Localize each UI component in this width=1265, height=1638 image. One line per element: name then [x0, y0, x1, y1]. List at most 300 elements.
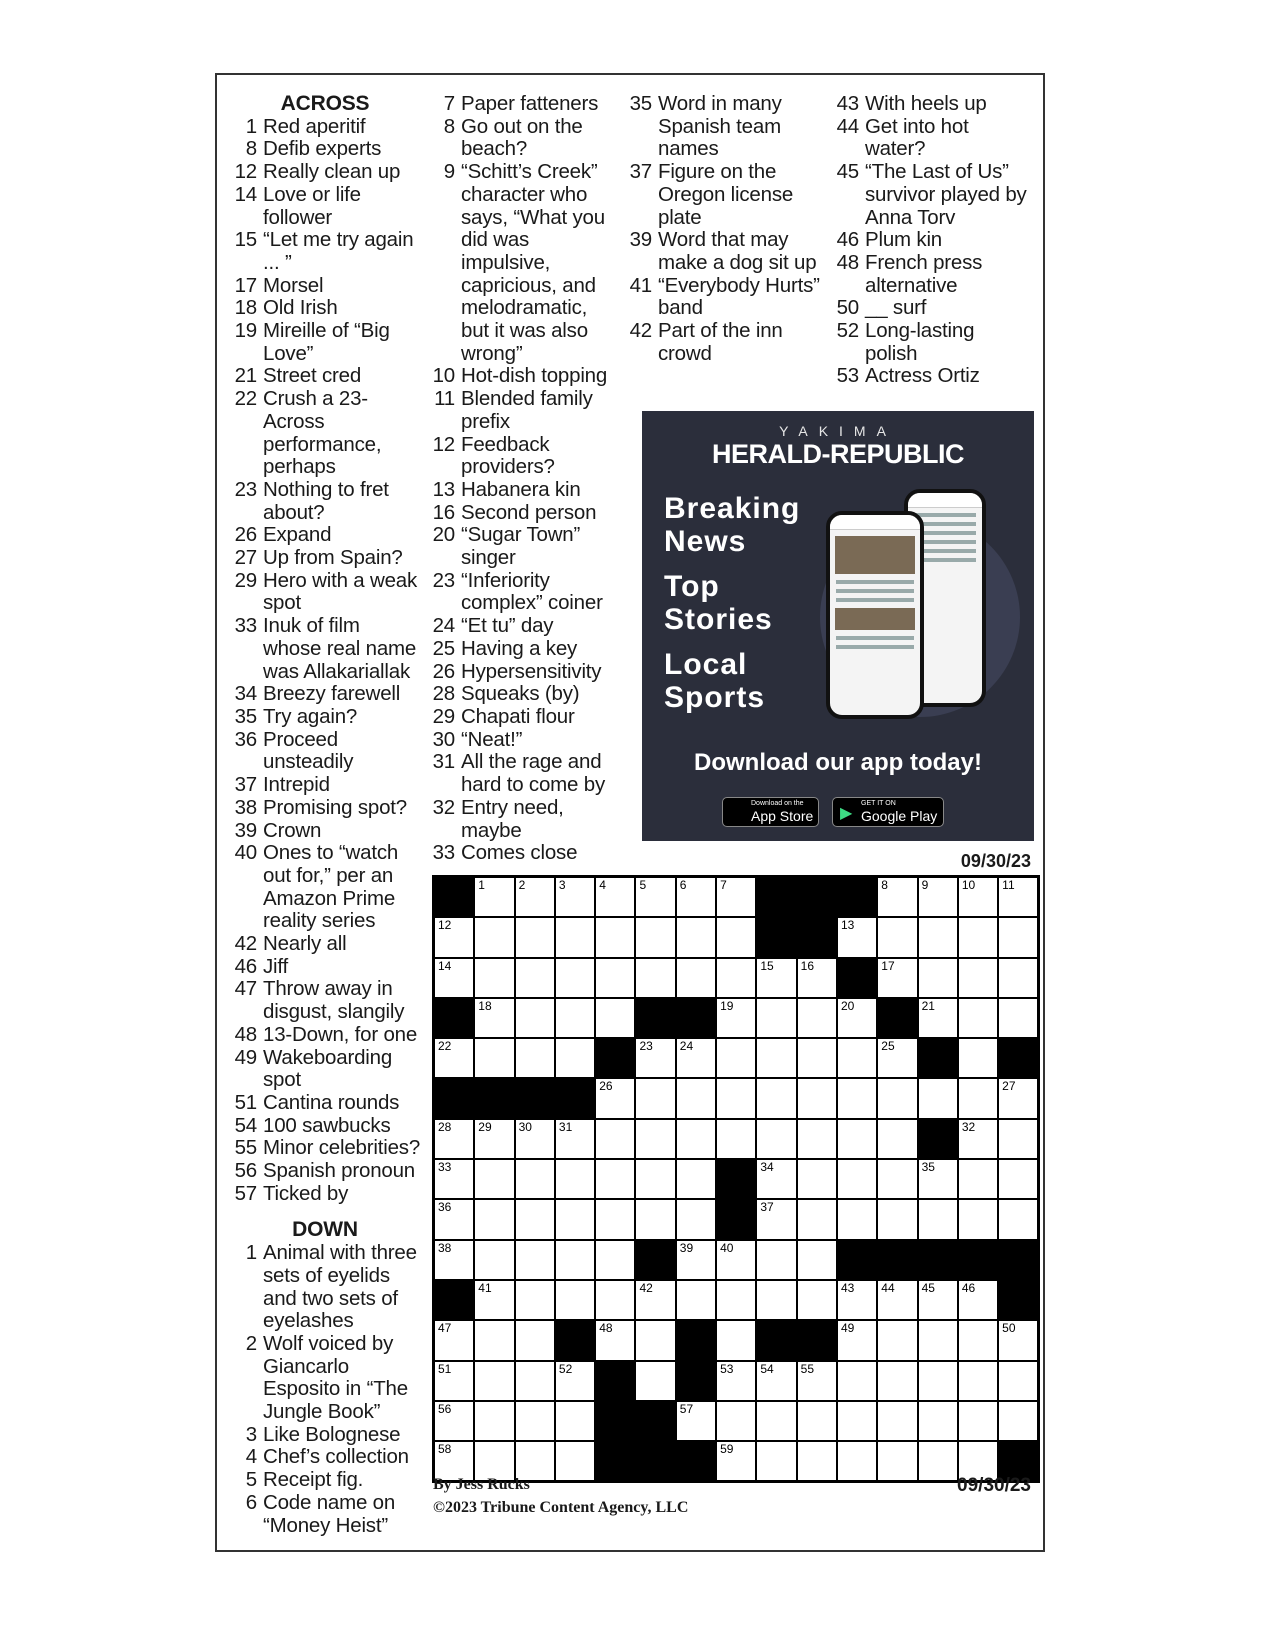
grid-cell[interactable] — [515, 1199, 555, 1239]
clue-number: 12 — [234, 160, 257, 184]
grid-cell[interactable] — [474, 1320, 514, 1360]
clue-text: 13-Down, for one — [263, 1022, 418, 1046]
grid-block — [837, 1240, 877, 1280]
grid-cell[interactable] — [877, 1320, 917, 1360]
grid-block — [797, 1320, 837, 1360]
clue-number: 51 — [234, 1090, 257, 1114]
grid-cell[interactable] — [877, 917, 917, 957]
section-heading: DOWN — [292, 1218, 358, 1242]
phone-mockup-front — [826, 511, 924, 719]
clue-text: Figure on the Oregon license plate — [658, 160, 794, 229]
grid-cell[interactable] — [434, 1401, 474, 1441]
grid-cell[interactable] — [918, 1280, 958, 1320]
clue-text: Hero with a weak spot — [263, 568, 418, 615]
grid-block — [877, 998, 917, 1038]
grid-cell[interactable] — [958, 877, 998, 917]
grid-cell[interactable] — [797, 1159, 837, 1199]
cell-number: 41 — [478, 1280, 492, 1295]
grid-cell[interactable] — [555, 958, 595, 998]
grid-cell[interactable] — [716, 877, 756, 917]
grid-cell[interactable] — [756, 958, 796, 998]
cell-number: 5 — [639, 878, 647, 892]
grid-cell[interactable] — [837, 1361, 877, 1401]
clue-item — [229, 1469, 421, 1492]
grid-cell[interactable] — [474, 1361, 514, 1401]
grid-cell[interactable] — [837, 1119, 877, 1159]
grid-cell[interactable] — [515, 917, 555, 957]
grid-cell[interactable] — [595, 877, 635, 917]
grid-block — [595, 1401, 635, 1441]
grid-cell[interactable] — [434, 917, 474, 957]
grid-cell[interactable] — [635, 1119, 675, 1159]
grid-cell[interactable] — [716, 998, 756, 1038]
grid-cell[interactable] — [958, 1401, 998, 1441]
grid-cell[interactable] — [635, 1320, 675, 1360]
cell-number: 15 — [760, 958, 774, 973]
clue-text: Animal with three sets of eyelids and two sets of eyelashes — [263, 1241, 417, 1333]
clue-text: Crown — [263, 818, 322, 842]
grid-cell[interactable] — [676, 1240, 716, 1280]
google-play-small-label: GET IT ON — [861, 800, 896, 807]
grid-cell[interactable] — [716, 917, 756, 957]
cell-number: 7 — [720, 878, 727, 892]
clue-text: Wolf voiced by Giancarlo Esposito in “The Jungle Book” — [263, 1331, 408, 1424]
grid-cell[interactable] — [918, 1320, 958, 1360]
clue-text: “The Last of Us” survivor played by Anna Torv — [865, 160, 1027, 229]
clue-number: 53 — [836, 364, 859, 388]
cell-number: 17 — [881, 958, 895, 973]
clue-text: Ticked by — [263, 1181, 349, 1205]
grid-cell[interactable] — [595, 1240, 635, 1280]
grid-cell[interactable] — [555, 1240, 595, 1280]
grid-cell[interactable] — [877, 1441, 917, 1481]
grid-cell[interactable] — [515, 1401, 555, 1441]
app-advertisement[interactable] — [642, 411, 1034, 841]
clue-item — [829, 365, 1029, 388]
grid-cell[interactable] — [716, 1401, 756, 1441]
grid-cell[interactable] — [958, 1280, 998, 1320]
grid-cell[interactable] — [474, 1401, 514, 1441]
clue-item — [427, 751, 612, 796]
grid-cell[interactable] — [958, 917, 998, 957]
clue-item — [229, 1092, 421, 1115]
grid-cell[interactable] — [998, 1361, 1038, 1401]
grid-cell[interactable] — [474, 917, 514, 957]
grid-block — [756, 877, 796, 917]
clue-item — [427, 116, 612, 161]
grid-cell[interactable] — [555, 1401, 595, 1441]
grid-cell[interactable] — [434, 1240, 474, 1280]
grid-cell[interactable] — [595, 1280, 635, 1320]
grid-cell[interactable] — [756, 1361, 796, 1401]
grid-cell[interactable] — [918, 1441, 958, 1481]
cell-number: 18 — [478, 998, 492, 1013]
grid-cell[interactable] — [958, 1038, 998, 1078]
grid-cell[interactable] — [434, 1038, 474, 1078]
grid-cell[interactable] — [474, 1240, 514, 1280]
grid-cell[interactable] — [676, 1401, 716, 1441]
clue-number: 46 — [234, 954, 257, 978]
byline — [433, 1473, 688, 1519]
grid-block — [918, 1038, 958, 1078]
grid-cell[interactable] — [716, 1361, 756, 1401]
grid-block — [918, 1119, 958, 1159]
grid-cell[interactable] — [555, 1280, 595, 1320]
cell-number: 48 — [599, 1321, 613, 1336]
grid-block — [635, 1240, 675, 1280]
grid-cell[interactable] — [837, 1320, 877, 1360]
clue-number: 42 — [629, 319, 652, 343]
clue-number: 44 — [836, 114, 859, 138]
grid-cell[interactable] — [958, 1320, 998, 1360]
grid-cell[interactable] — [635, 1361, 675, 1401]
grid-cell[interactable] — [474, 1199, 514, 1239]
grid-cell[interactable] — [998, 1159, 1038, 1199]
grid-cell[interactable] — [877, 1199, 917, 1239]
ad-brand-top: YAKIMA — [779, 423, 897, 439]
grid-cell[interactable] — [797, 998, 837, 1038]
grid-cell[interactable] — [998, 1078, 1038, 1118]
clue-text: Part of the inn crowd — [658, 319, 783, 365]
clue-item — [229, 683, 421, 706]
grid-block — [676, 1361, 716, 1401]
grid-cell[interactable] — [635, 1199, 675, 1239]
grid-cell[interactable] — [515, 1280, 555, 1320]
grid-cell[interactable] — [595, 1199, 635, 1239]
grid-cell[interactable] — [877, 1038, 917, 1078]
cell-number: 56 — [438, 1401, 452, 1416]
clue-text: Entry need, maybe — [461, 795, 564, 842]
grid-cell[interactable] — [918, 1078, 958, 1118]
grid-cell[interactable] — [958, 1361, 998, 1401]
grid-cell[interactable] — [635, 1159, 675, 1199]
grid-cell[interactable] — [716, 1280, 756, 1320]
clue-item — [229, 1424, 421, 1447]
grid-cell[interactable] — [635, 1078, 675, 1118]
grid-cell[interactable] — [515, 958, 555, 998]
grid-cell[interactable] — [756, 998, 796, 1038]
clue-text: __ surf — [865, 296, 927, 320]
clue-text: Word that may make a dog sit up — [658, 228, 817, 274]
grid-cell[interactable] — [595, 1159, 635, 1199]
grid-cell[interactable] — [555, 1038, 595, 1078]
cell-number: 16 — [800, 958, 815, 973]
clue-item — [229, 161, 421, 184]
grid-cell[interactable] — [918, 998, 958, 1038]
clue-number: 52 — [836, 319, 859, 343]
grid-cell[interactable] — [515, 1240, 555, 1280]
grid-cell[interactable] — [877, 1361, 917, 1401]
grid-cell[interactable] — [837, 1038, 877, 1078]
grid-cell[interactable] — [756, 1240, 796, 1280]
cell-number: 58 — [438, 1442, 452, 1457]
grid-cell[interactable] — [515, 877, 555, 917]
grid-cell[interactable] — [434, 958, 474, 998]
grid-cell[interactable] — [958, 1119, 998, 1159]
clue-text: Go out on the beach? — [461, 114, 583, 161]
clue-text: Nearly all — [263, 932, 347, 956]
clue-item — [427, 434, 612, 479]
grid-cell[interactable] — [716, 1038, 756, 1078]
clue-text: Squeaks (by) — [461, 682, 580, 706]
grid-cell[interactable] — [797, 1240, 837, 1280]
grid-cell[interactable] — [635, 917, 675, 957]
grid-cell[interactable] — [958, 998, 998, 1038]
grid-cell[interactable] — [998, 1199, 1038, 1239]
grid-cell[interactable] — [918, 877, 958, 917]
clue-number: 47 — [234, 977, 257, 1001]
grid-cell[interactable] — [515, 998, 555, 1038]
grid-cell[interactable] — [635, 958, 675, 998]
grid-block — [595, 1038, 635, 1078]
clue-number: 34 — [234, 682, 257, 706]
grid-cell[interactable] — [837, 998, 877, 1038]
clue-text: With heels up — [865, 92, 987, 115]
grid-cell[interactable] — [797, 1199, 837, 1239]
grid-cell[interactable] — [837, 917, 877, 957]
clue-item — [229, 842, 421, 933]
cell-number: 51 — [438, 1361, 452, 1376]
grid-cell[interactable] — [918, 1401, 958, 1441]
app-store-small-label: Download on the — [751, 800, 804, 807]
grid-cell[interactable] — [756, 1441, 796, 1481]
grid-cell[interactable] — [756, 1119, 796, 1159]
cell-number: 45 — [921, 1280, 935, 1295]
app-store-button[interactable] — [722, 797, 819, 827]
clue-item — [229, 1047, 421, 1092]
grid-cell[interactable] — [595, 1078, 635, 1118]
ad-tagline: Stories — [664, 603, 773, 636]
grid-cell[interactable] — [555, 1199, 595, 1239]
grid-cell[interactable] — [434, 1361, 474, 1401]
grid-cell[interactable] — [434, 1159, 474, 1199]
grid-cell[interactable] — [515, 1119, 555, 1159]
grid-cell[interactable] — [555, 1361, 595, 1401]
grid-cell[interactable] — [918, 1199, 958, 1239]
grid-cell[interactable] — [676, 1199, 716, 1239]
grid-cell[interactable] — [515, 1361, 555, 1401]
grid-cell[interactable] — [998, 877, 1038, 917]
clue-number: 13 — [432, 477, 455, 501]
grid-cell[interactable] — [555, 1159, 595, 1199]
grid-cell[interactable] — [877, 958, 917, 998]
grid-cell[interactable] — [797, 1038, 837, 1078]
grid-block — [434, 877, 474, 917]
grid-cell[interactable] — [716, 1320, 756, 1360]
clue-item — [427, 729, 612, 752]
clue-item — [229, 1115, 421, 1138]
grid-cell[interactable] — [474, 1119, 514, 1159]
clue-text: Proceed unsteadily — [263, 727, 354, 774]
clue-item — [427, 570, 612, 615]
grid-cell[interactable] — [877, 877, 917, 917]
cell-number: 46 — [961, 1280, 976, 1295]
grid-cell[interactable] — [877, 1159, 917, 1199]
clue-text: Jiff — [263, 954, 289, 978]
grid-cell[interactable] — [797, 1119, 837, 1159]
cell-number: 8 — [881, 878, 888, 892]
cell-number: 33 — [438, 1160, 452, 1175]
grid-cell[interactable] — [998, 958, 1038, 998]
clue-number: 31 — [432, 750, 455, 774]
grid-cell[interactable] — [837, 1441, 877, 1481]
clue-item — [229, 956, 421, 979]
grid-cell[interactable] — [515, 1320, 555, 1360]
grid-cell[interactable] — [595, 998, 635, 1038]
grid-cell[interactable] — [998, 1119, 1038, 1159]
grid-cell[interactable] — [837, 1199, 877, 1239]
clue-text: Chef’s collection — [263, 1445, 409, 1469]
grid-cell[interactable] — [998, 998, 1038, 1038]
grid-cell[interactable] — [958, 1078, 998, 1118]
clue-text: Crush a 23-Across performance, perhaps — [263, 387, 382, 479]
clue-number: 43 — [836, 92, 859, 115]
clue-number: 19 — [234, 319, 257, 343]
clue-item — [229, 524, 421, 547]
grid-cell[interactable] — [676, 1280, 716, 1320]
grid-cell[interactable] — [635, 1280, 675, 1320]
grid-cell[interactable] — [595, 1119, 635, 1159]
clue-item — [427, 615, 612, 638]
clue-item — [229, 706, 421, 729]
grid-cell[interactable] — [797, 958, 837, 998]
grid-cell[interactable] — [756, 1078, 796, 1118]
grid-cell[interactable] — [676, 1119, 716, 1159]
grid-cell[interactable] — [555, 998, 595, 1038]
grid-cell[interactable] — [635, 1038, 675, 1078]
date-label: 09/30/23 — [957, 1475, 1031, 1496]
clue-number: 14 — [234, 182, 257, 206]
grid-cell[interactable] — [515, 1159, 555, 1199]
grid-cell[interactable] — [756, 1038, 796, 1078]
grid-cell[interactable] — [716, 958, 756, 998]
clue-text: Minor celebrities? — [263, 1136, 421, 1160]
grid-cell[interactable] — [474, 1159, 514, 1199]
clue-text: Intrepid — [263, 773, 330, 797]
grid-cell[interactable] — [676, 1078, 716, 1118]
crossword-grid[interactable] — [432, 875, 1040, 1483]
grid-cell[interactable] — [434, 1320, 474, 1360]
cell-number: 59 — [720, 1442, 734, 1457]
clue-item — [622, 161, 822, 229]
clue-number: 57 — [234, 1181, 257, 1205]
grid-cell[interactable] — [676, 1159, 716, 1199]
grid-cell[interactable] — [676, 877, 716, 917]
grid-cell[interactable] — [797, 1361, 837, 1401]
ad-tagline: Local — [664, 648, 748, 681]
grid-cell[interactable] — [877, 1401, 917, 1441]
clue-number: 36 — [234, 727, 257, 751]
grid-cell[interactable] — [555, 1119, 595, 1159]
clue-item — [229, 933, 421, 956]
grid-cell[interactable] — [676, 917, 716, 957]
grid-cell[interactable] — [474, 998, 514, 1038]
grid-cell[interactable] — [958, 1159, 998, 1199]
clue-text: Blended family prefix — [461, 387, 593, 433]
grid-cell[interactable] — [877, 1280, 917, 1320]
grid-cell[interactable] — [716, 1119, 756, 1159]
grid-cell[interactable] — [998, 1401, 1038, 1441]
grid-cell[interactable] — [474, 1038, 514, 1078]
grid-cell[interactable] — [837, 1159, 877, 1199]
grid-cell[interactable] — [918, 1361, 958, 1401]
grid-cell[interactable] — [797, 1280, 837, 1320]
grid-cell[interactable] — [434, 1199, 474, 1239]
grid-cell[interactable] — [837, 1280, 877, 1320]
grid-cell[interactable] — [837, 1401, 877, 1441]
clue-number: 9 — [443, 160, 455, 184]
grid-cell[interactable] — [998, 1320, 1038, 1360]
grid-block — [676, 998, 716, 1038]
grid-block — [434, 1078, 474, 1118]
ad-cta: Download our app today! — [694, 749, 982, 776]
cell-number: 54 — [760, 1361, 774, 1376]
grid-cell[interactable] — [797, 1441, 837, 1481]
grid-cell[interactable] — [474, 958, 514, 998]
grid-cell[interactable] — [635, 877, 675, 917]
grid-cell[interactable] — [756, 1401, 796, 1441]
grid-cell[interactable] — [676, 1038, 716, 1078]
grid-cell[interactable] — [756, 1159, 796, 1199]
grid-cell[interactable] — [716, 1078, 756, 1118]
clue-text: Like Bolognese — [263, 1422, 401, 1446]
grid-cell[interactable] — [716, 1240, 756, 1280]
clue-text: Ones to “watch out for,” per an Amazon Prime reality series — [263, 841, 399, 933]
clue-item — [622, 275, 822, 320]
clue-item — [229, 820, 421, 843]
grid-cell[interactable] — [474, 1280, 514, 1320]
clue-text: Feedback providers? — [461, 432, 555, 479]
clue-number: 23 — [432, 568, 455, 592]
grid-cell[interactable] — [998, 917, 1038, 957]
grid-cell[interactable] — [756, 1280, 796, 1320]
grid-cell[interactable] — [958, 958, 998, 998]
grid-cell[interactable] — [958, 1199, 998, 1239]
grid-cell[interactable] — [716, 1441, 756, 1481]
google-play-button[interactable] — [832, 797, 944, 827]
grid-cell[interactable] — [756, 1199, 796, 1239]
grid-cell[interactable] — [555, 917, 595, 957]
grid-cell[interactable] — [797, 1078, 837, 1118]
clue-text: Chapati flour — [461, 704, 575, 728]
grid-cell[interactable] — [877, 1078, 917, 1118]
grid-block — [877, 1240, 917, 1280]
clue-text: Comes close — [461, 841, 578, 865]
grid-cell[interactable] — [918, 958, 958, 998]
grid-cell[interactable] — [837, 1078, 877, 1118]
grid-cell[interactable] — [918, 917, 958, 957]
grid-cell[interactable] — [918, 1159, 958, 1199]
grid-cell[interactable] — [676, 958, 716, 998]
grid-cell[interactable] — [595, 958, 635, 998]
grid-cell[interactable] — [877, 1119, 917, 1159]
cell-number: 36 — [438, 1200, 452, 1215]
grid-cell[interactable] — [595, 917, 635, 957]
clue-number: 32 — [432, 795, 455, 819]
cell-number: 52 — [558, 1361, 573, 1376]
clue-number: 24 — [432, 614, 455, 638]
clue-number: 3 — [245, 1422, 257, 1446]
grid-cell[interactable] — [797, 1401, 837, 1441]
clue-number: 26 — [432, 659, 455, 683]
grid-cell[interactable] — [434, 1119, 474, 1159]
clue-number: 49 — [234, 1045, 257, 1069]
grid-cell[interactable] — [474, 877, 514, 917]
grid-cell[interactable] — [515, 1038, 555, 1078]
grid-cell[interactable] — [595, 1320, 635, 1360]
grid-cell[interactable] — [555, 877, 595, 917]
clue-number: 30 — [432, 727, 455, 751]
